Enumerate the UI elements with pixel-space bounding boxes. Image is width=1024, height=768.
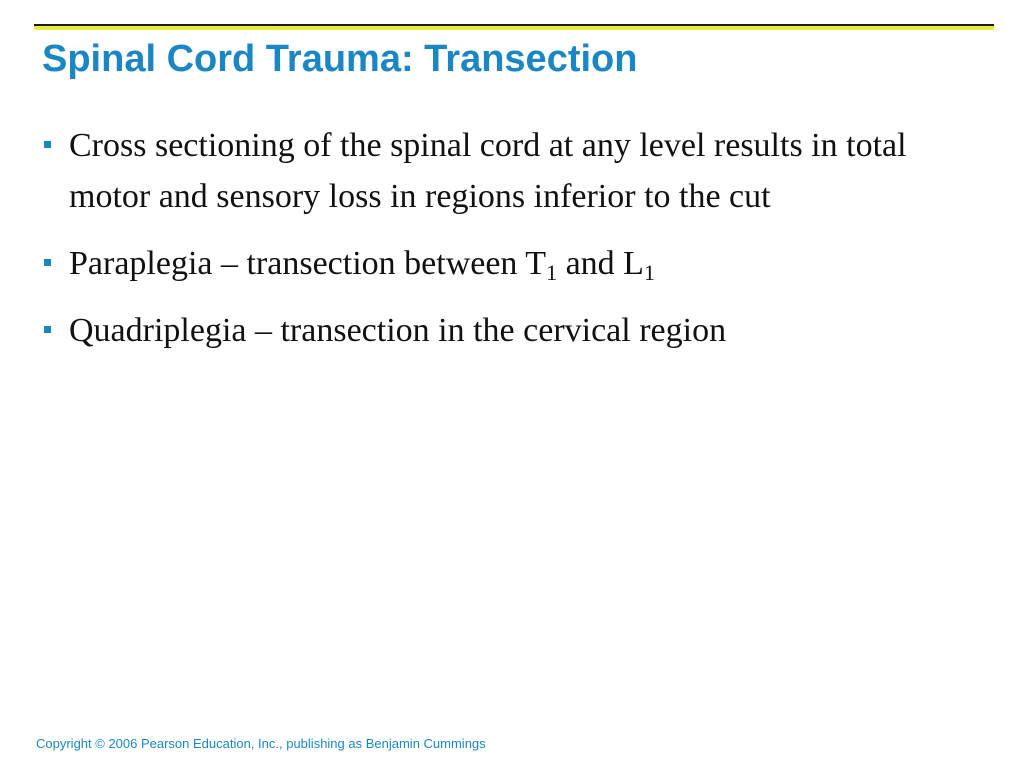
bullet-text: Cross sectioning of the spinal cord at any level results in total motor and sensory loss in regions inferior to the cut xyxy=(69,127,907,215)
slide-title: Spinal Cord Trauma: Transection xyxy=(42,38,638,80)
title-rule xyxy=(34,24,994,30)
square-bullet-icon xyxy=(44,326,51,333)
bullet-text: and L xyxy=(557,245,644,282)
bullet-list xyxy=(42,120,942,372)
bullet-item xyxy=(42,305,942,356)
bullet-text: Quadriplegia – transection in the cervical region xyxy=(69,312,727,349)
subscript: 1 xyxy=(643,260,655,285)
bullet-item xyxy=(42,238,942,289)
subscript: 1 xyxy=(546,260,558,285)
copyright-footer: Copyright © 2006 Pearson Education, Inc., publishing as Benjamin Cummings xyxy=(36,736,486,751)
square-bullet-icon xyxy=(44,259,51,266)
bullet-text: Paraplegia – transection between T xyxy=(69,245,547,282)
bullet-item xyxy=(42,120,942,222)
square-bullet-icon xyxy=(44,141,51,148)
